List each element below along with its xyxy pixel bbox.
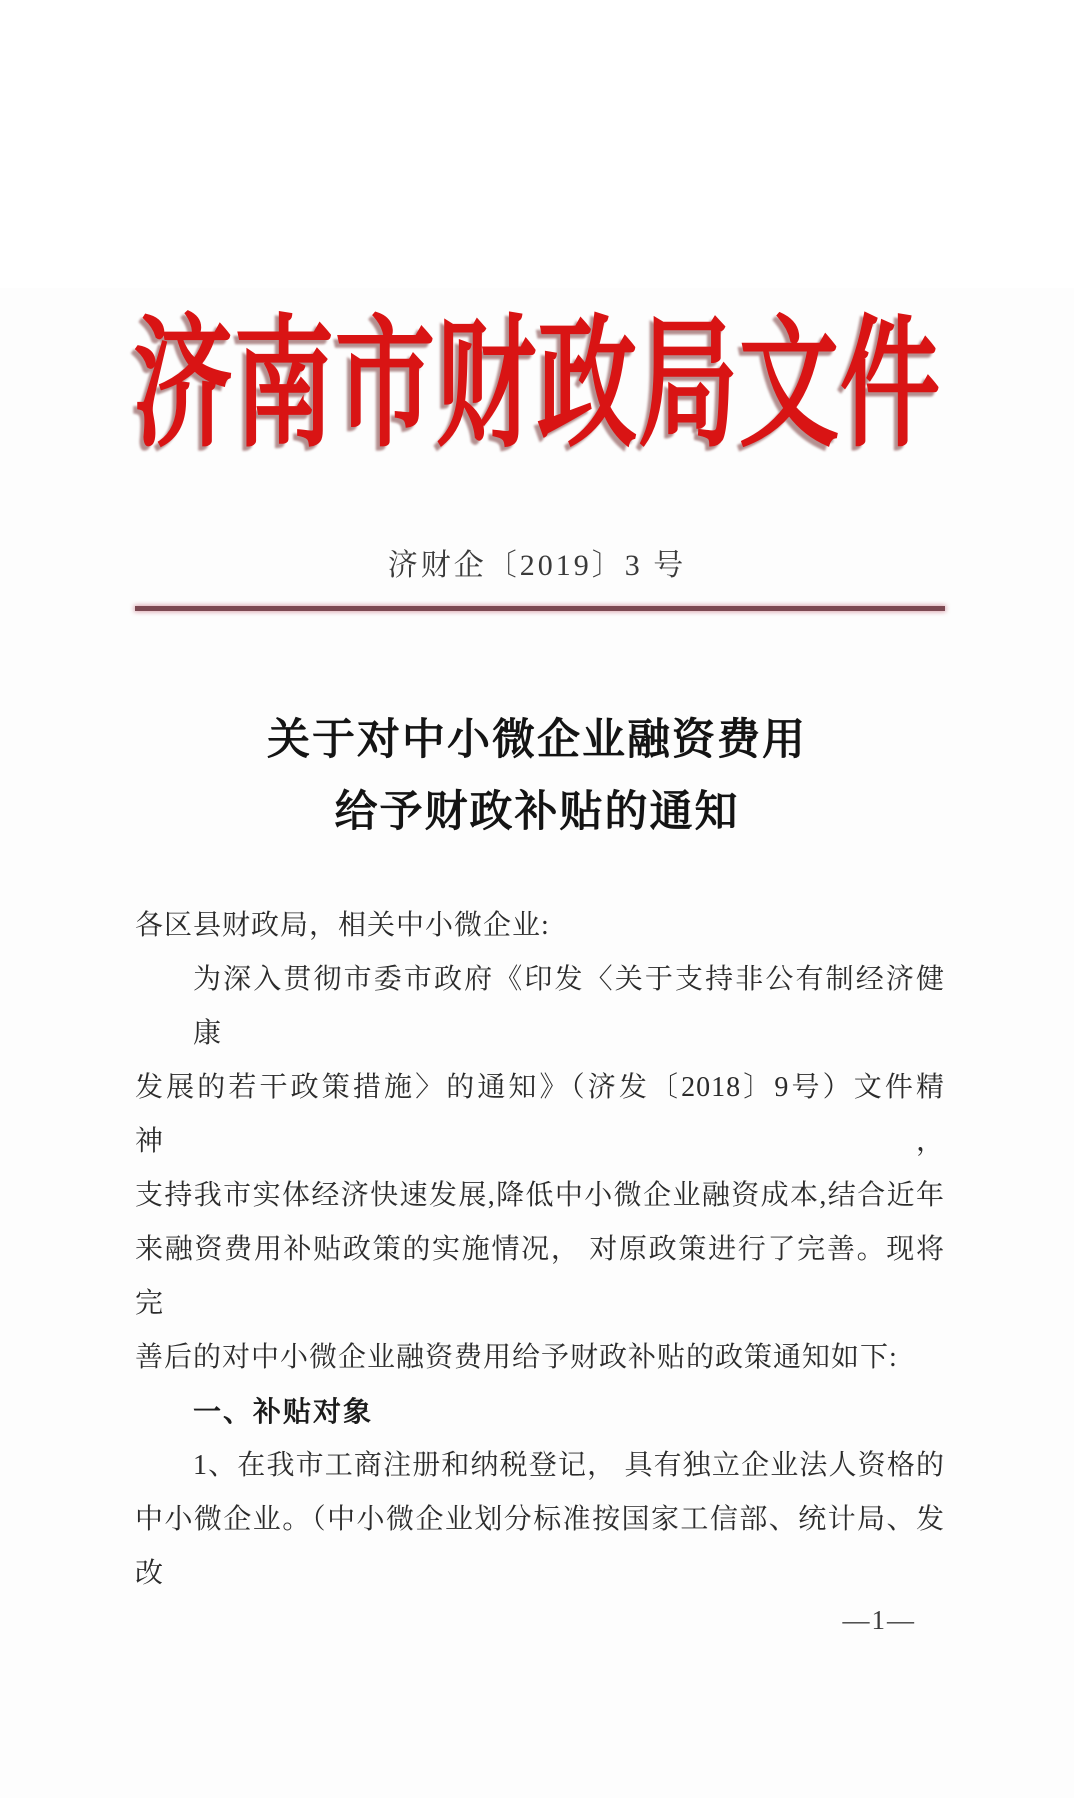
- body-line: 来融资费用补贴政策的实施情况， 对原政策进行了完善。现将完: [135, 1234, 945, 1319]
- document-body: [135, 899, 945, 1601]
- body-line: 1、在我市工商注册和纳税登记， 具有独立企业法人资格的: [193, 1450, 945, 1481]
- body-line: 中小微企业。（中小微企业划分标准按国家工信部、统计局、发改: [135, 1504, 945, 1589]
- issuer-banner-title: 济南市财政局文件: [133, 306, 941, 465]
- document-title: [0, 705, 1074, 849]
- document-reference-number: 济财企〔2019〕3 号: [387, 549, 687, 582]
- document-title-line-2: 给予财政补贴的通知: [334, 789, 740, 836]
- body-line: 为深入贯彻市委市政府《印发〈关于支持非公有制经济健康: [193, 964, 945, 1049]
- body-line: 善后的对中小微企业融资费用给予财政补贴的政策通知如下:: [135, 1342, 898, 1373]
- document-page: [0, 288, 1074, 1798]
- header-divider-rule: [135, 606, 945, 611]
- body-line: 支持我市实体经济快速发展,降低中小微企业融资成本,结合近年: [135, 1180, 945, 1211]
- document-title-line-1: 关于对中小微企业融资费用: [267, 717, 807, 764]
- red-letterhead-banner: [0, 288, 1074, 465]
- body-line: 发展的若干政策措施〉的通知》（济发〔2018〕9号）文件精神，: [135, 1072, 945, 1157]
- salutation-line: 各区县财政局，相关中小微企业:: [135, 910, 550, 941]
- page-number: —1—: [842, 1605, 916, 1635]
- section-heading: 一、补贴对象: [193, 1396, 374, 1427]
